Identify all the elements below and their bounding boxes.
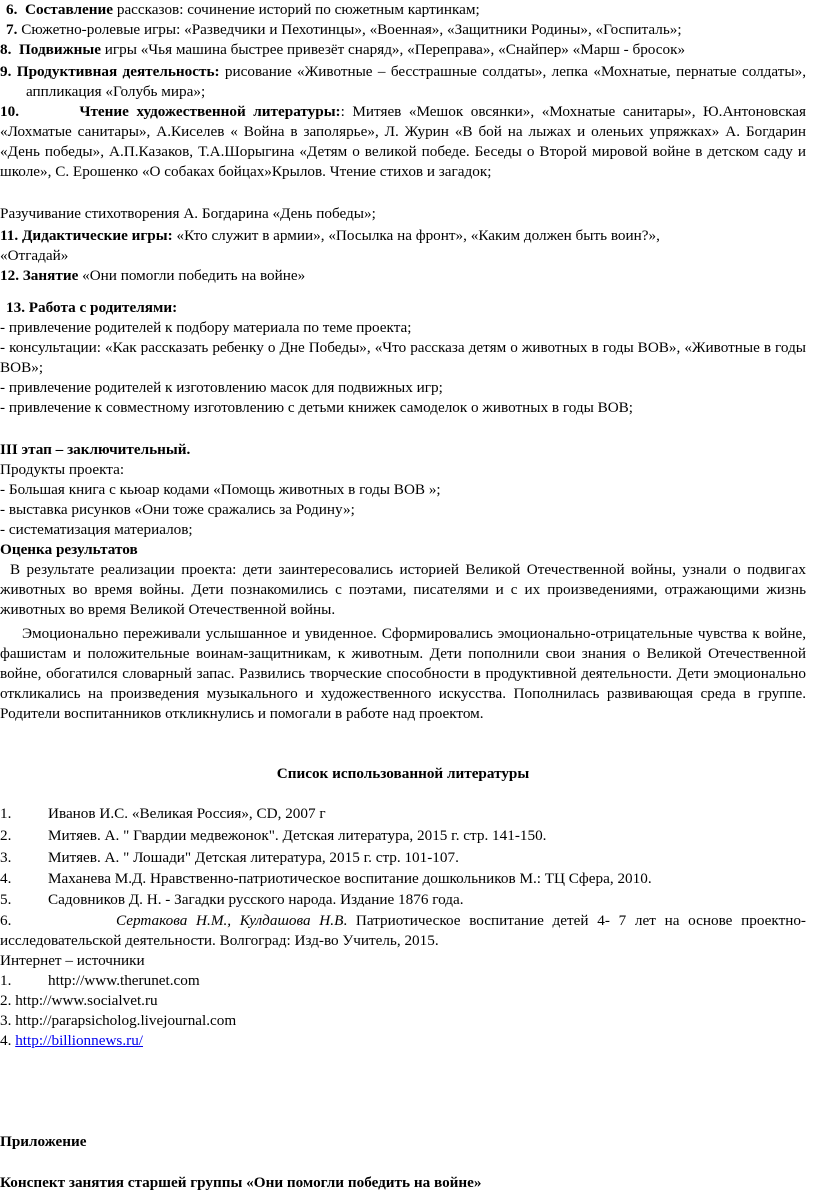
item-7-text: Сюжетно-ролевые игры: «Разведчики и Пехотинцы», «Военная», «Защитники Родины», «Госпиталь»; [17,21,682,38]
item-11-heading: Дидактические игры: [21,227,173,244]
reference-4-number: 4. [0,870,12,887]
reference-3-text: Митяев. А. " Лошади" Детская литература, 2015 г. стр. 101-107. [48,849,459,866]
item-9-heading: Продуктивная деятельность: [16,63,220,80]
parents-bullet-2: - консультации: «Как рассказать ребенку о Дне Победы», «Что рассказа детям о животных в годы ВОВ», «Животные в годы ВОВ»; [0,339,806,376]
item-12-heading: Занятие [22,267,79,284]
reference-6 [0,911,806,951]
item-7-number: 7. [6,21,18,38]
item-9-text: рисование «Животные – бесстрашные солдаты», лепка «Мохнатые, пернатые солдаты», аппликация «Голубь мира»; [26,63,806,100]
reference-1 [0,804,806,824]
web-source-3: 3. http://parapsicholog.livejournal.com [0,1012,237,1029]
item-9 [0,62,806,102]
internet-sources-label: Интернет – источники [0,952,145,969]
item-6-number: 6. [6,1,18,18]
reference-6-author: Сертакова Н.М., Кулдашова Н.В [116,912,344,929]
reference-2 [0,826,806,846]
product-1: - Большая книга с кьюар кодами «Помощь животных в годы ВОВ »; [0,481,441,498]
item-12-text: «Они помогли победить на войне» [78,267,306,284]
item-12-number: 12. [0,267,19,284]
item-10-extra: Разучивание стихотворения А. Богдарина «День победы»; [0,205,376,222]
evaluation-paragraph-1: В результате реализации проекта: дети заинтересовались историей Великой Отечественной войны, узнали о подвигах животных во время войны. Дети познакомились с поэтами, писателями и с их произведениями, отражающими жизнь животных во время Великой Отечественной войны. [0,561,806,618]
item-11 [0,226,720,266]
appendix-title: Приложение [0,1133,87,1150]
evaluation-title: Оценка результатов [0,541,138,558]
reference-4-text: Маханева М.Д. Нравственно-патриотическое воспитание дошкольников М.: ТЦ Сфера, 2010. [48,870,652,887]
stage-3-title: III этап – заключительный. [0,441,191,458]
web-source-1 [0,971,806,991]
lesson-summary-title: Конспект занятия старшей группы «Они помогли победить на войне» [0,1174,482,1191]
references-title: Список использованной литературы [276,765,530,782]
product-3: - систематизация материалов; [0,521,193,538]
parents-bullet-1: - привлечение родителей к подбору материала по теме проекта; [0,319,412,336]
item-6 [6,0,812,20]
web-source-4 [0,1031,806,1051]
product-2: - выставка рисунков «Они тоже сражались за Родину»; [0,501,355,518]
item-8-number: 8. [0,41,12,58]
reference-6-text: . Патриотическое воспитание детей 4- 7 лет на основе проектно-исследовательской деятельности. Волгоград: Изд-во Учитель, 2015. [0,912,806,949]
item-10-text: : Митяев «Мешок овсянки», «Мохнатые санитары», Ю.Антоновская «Лохматые санитары», А.Киселев « Война в заполярье», Л. Журин «В бой на лыжах и оленьих упряжках» А. Богдарин «День победы», А.П.Казаков, Т.А.Шорыгина «Детям о великой победе. Беседы о Второй мировой войне в детском саду и школе», С. Ерошенко «О собаках бойцах»Крылов. Чтение стихов и загадок; [0,103,807,180]
parents-bullet-3: - привлечение родителей к изготовлению масок для подвижных игр; [0,379,443,396]
products-label: Продукты проекта: [0,461,125,478]
item-10-heading: Чтение художественной литературы: [79,103,341,120]
billionnews-link[interactable]: http://billionnews.ru/ [15,1032,144,1049]
item-8-text: игры «Чья машина быстрее привезёт снаряд», «Переправа», «Снайпер» «Марш - бросок» [100,41,686,58]
reference-5 [0,890,806,910]
item-10-number: 10. [0,103,19,120]
reference-2-number: 2. [0,827,12,844]
item-9-number: 9. [0,63,12,80]
item-11-number: 11. [0,227,19,244]
reference-3-number: 3. [0,849,12,866]
item-8-heading: Подвижные [18,41,101,58]
item-13-heading: 13. Работа с родителями: [6,299,178,316]
evaluation-paragraph-2: Эмоционально переживали услышанное и увиденное. Сформировались эмоционально-отрицательные чувства к войне, фашистам и положительные воинам-защитникам, к животным. Дети пополнили свои знания о Великой Отечественной войне, обогатился словарный запас. Развились творческие способности в продуктивной деятельности. Дети эмоционально откликались на произведения музыкального и художественного искусства. Пополнилась развивающая среда в группе. Родители воспитанников откликнулись и помогали в работе над проектом. [0,625,806,722]
item-8 [0,40,806,60]
reference-1-text: Иванов И.С. «Великая Россия», CD, 2007 г [48,805,326,822]
item-6-text: рассказов: сочинение историй по сюжетным картинкам; [113,1,480,18]
item-11-text: «Кто служит в армии», «Посылка на фронт», «Каким должен быть воин?», «Отгадай» [0,227,660,264]
reference-3 [0,848,806,868]
reference-2-text: Митяев. А. " Гвардии медвежонок". Детская литература, 2015 г. стр. 141-150. [48,827,547,844]
reference-5-text: Садовников Д. Н. - Загадки русского народа. Издание 1876 года. [48,891,464,908]
web-source-2: 2. http://www.socialvet.ru [0,992,158,1009]
item-6-heading: Составление [24,1,114,18]
reference-5-number: 5. [0,891,12,908]
reference-1-number: 1. [0,805,12,822]
item-12 [0,266,806,286]
web-source-4-number: 4. [0,1032,16,1049]
web-source-1-number: 1. [0,972,12,989]
reference-4 [0,869,806,889]
parents-bullet-4: - привлечение к совместному изготовлению с детьми книжек самоделок о животных в годы ВОВ; [0,399,634,416]
item-7 [6,20,812,40]
item-10 [0,102,806,182]
reference-6-number: 6. [0,912,12,929]
web-source-1-text: http://www.therunet.com [48,972,200,989]
